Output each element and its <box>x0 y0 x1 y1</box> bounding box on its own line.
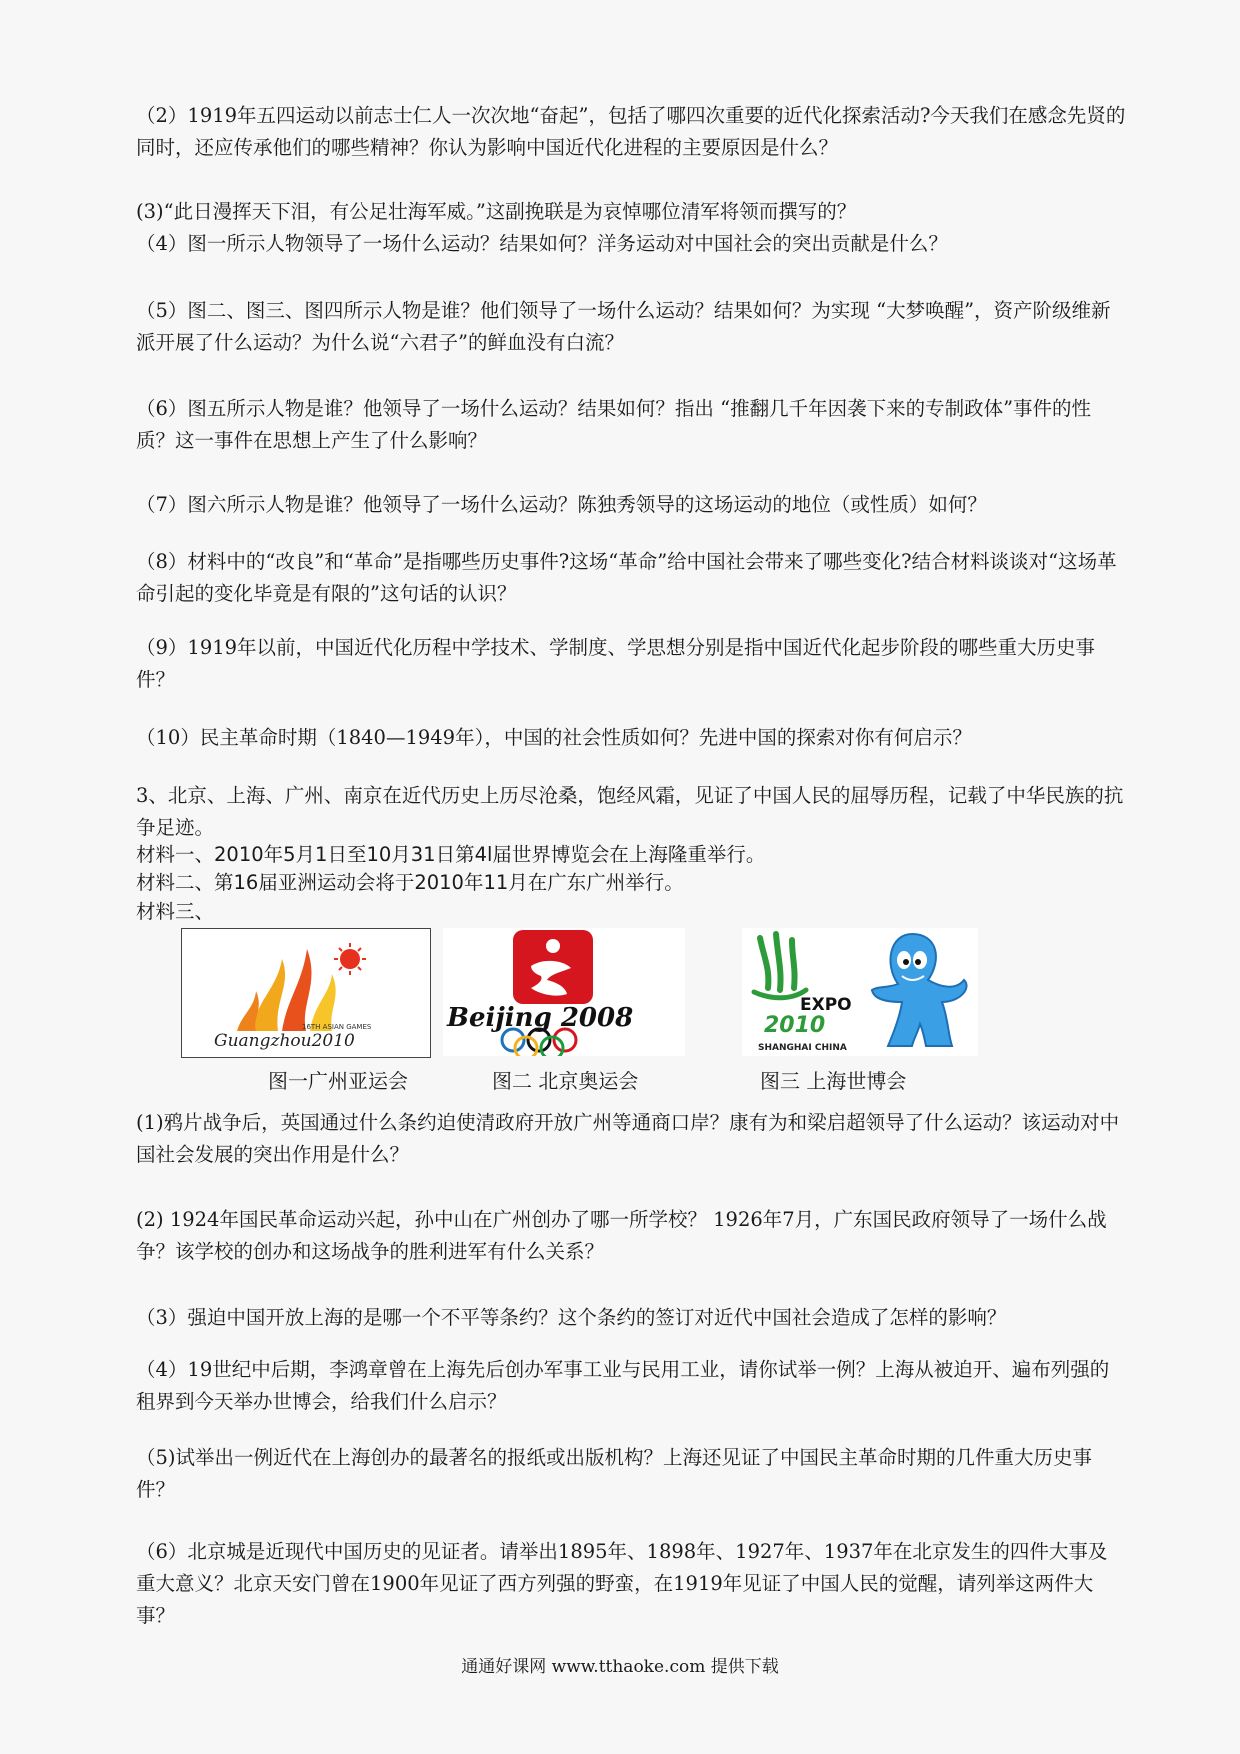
guangzhou-asian-games-logo <box>181 928 431 1058</box>
asian-games-small-text: 16TH ASIAN GAMES <box>302 1023 372 1031</box>
question-2-5: （5）图二、图三、图四所示人物是谁？他们领导了一场什么运动？结果如何？为实现 “大梦唤醒”，资产阶级维新派开展了什么运动？为什么说“六君子”的鲜血没有白流？ <box>136 299 1111 354</box>
expo-logo-text: EXPO <box>800 995 852 1015</box>
expo-year-text: 2010 <box>764 1013 826 1038</box>
guangzhou-logo-text: Guangzhou2010 <box>214 1031 355 1051</box>
figure-1-caption: 图一广州亚运会 <box>268 1069 408 1093</box>
material-1: 材料一、2010年5月1日至10月31日第4l届世界博览会在上海隆重举行。 <box>136 843 766 866</box>
material-2: 材料二、第16届亚洲运动会将于2010年11月在广东广州举行。 <box>136 871 684 894</box>
question-3-6: （6）北京城是近现代中国历史的见证者。请举出1895年、1898年、1927年、1937年在北京发生的四件大事及重大意义？北京天安门曾在1900年见证了西方列强的野蛮，在1919年见证了中国人民的觉醒，请列举这两件大事？ <box>136 1540 1108 1627</box>
haibao-mascot <box>872 934 967 1046</box>
section-3-intro: 3、北京、上海、广州、南京在近代历史上历尽沧桑，饱经风霜，见证了中国人民的屈辱历程，记载了中华民族的抗争足迹。 <box>136 784 1124 839</box>
material-3: 材料三、 <box>136 900 215 923</box>
question-2-2: （2）1919年五四运动以前志士仁人一次次地“奋起”，包括了哪四次重要的近代化探索活动?今天我们在感念先贤的同时，还应传承他们的哪些精神？你认为影响中国近代化进程的主要原因是什么？ <box>136 104 1126 159</box>
question-2-7: （7）图六所示人物是谁？他领导了一场什么运动？陈独秀领导的这场运动的地位（或性质）如何？ <box>136 493 987 516</box>
question-3-1: (1)鸦片战争后，英国通过什么条约迫使清政府开放广州等通商口岸？康有为和梁启超领导了什么运动？该运动对中国社会发展的突出作用是什么？ <box>136 1111 1120 1166</box>
question-2-9: （9）1919年以前，中国近代化历程中学技术、学制度、学思想分别是指中国近代化起步阶段的哪些重大历史事件？ <box>136 636 1096 691</box>
question-2-8: （8）材料中的“改良”和“革命”是指哪些历史事件?这场“革命”给中国社会带来了哪些变化?结合材料谈谈对“这场革命引起的变化毕竟是有限的”这句话的认识？ <box>136 550 1117 605</box>
question-3-4: （4）19世纪中后期，李鸿章曾在上海先后创办军事工业与民用工业，请你试举一例？上海从被迫开、遍布列强的租界到今天举办世博会，给我们什么启示？ <box>136 1358 1110 1413</box>
figure-2-caption: 图二 北京奥运会 <box>492 1069 639 1093</box>
beijing-olympics-logo <box>443 928 685 1056</box>
figure-3-caption: 图三 上海世博会 <box>760 1069 907 1093</box>
question-3-2: (2) 1924年国民革命运动兴起，孙中山在广州创办了哪一所学校？ 1926年7月，广东国民政府领导了一场什么战争？该学校的创办和这场战争的胜利进军有什么关系？ <box>136 1208 1107 1263</box>
footer-source: 通通好课网 www.tthaoke.com 提供下载 <box>461 1657 779 1677</box>
shanghai-expo-logo <box>742 928 978 1056</box>
question-3-3: （3）强迫中国开放上海的是哪一个不平等条约？这个条约的签订对近代中国社会造成了怎样的影响？ <box>136 1306 1007 1329</box>
question-2-3: (3)“此日漫挥天下泪，有公足壮海军威。”这副挽联是为哀悼哪位清军将领而撰写的？ <box>136 200 857 223</box>
question-3-5: （5)试举出一例近代在上海创办的最著名的报纸或出版机构？上海还见证了中国民主革命时期的几件重大历史事件？ <box>136 1446 1093 1501</box>
shanghai-china-text: SHANGHAI CHINA <box>758 1043 847 1053</box>
question-2-6: （6）图五所示人物是谁？他领导了一场什么运动？结果如何？指出 “推翻几千年因袭下来的专制政体”事件的性质？这一事件在思想上产生了什么影响？ <box>136 397 1092 452</box>
question-2-10: （10）民主革命时期（1840—1949年），中国的社会性质如何？先进中国的探索对你有何启示？ <box>136 726 972 749</box>
question-2-4: （4）图一所示人物领导了一场什么运动？结果如何？洋务运动对中国社会的突出贡献是什么？ <box>136 232 948 255</box>
beijing-logo-text: Beijing 2008 <box>447 1003 634 1033</box>
